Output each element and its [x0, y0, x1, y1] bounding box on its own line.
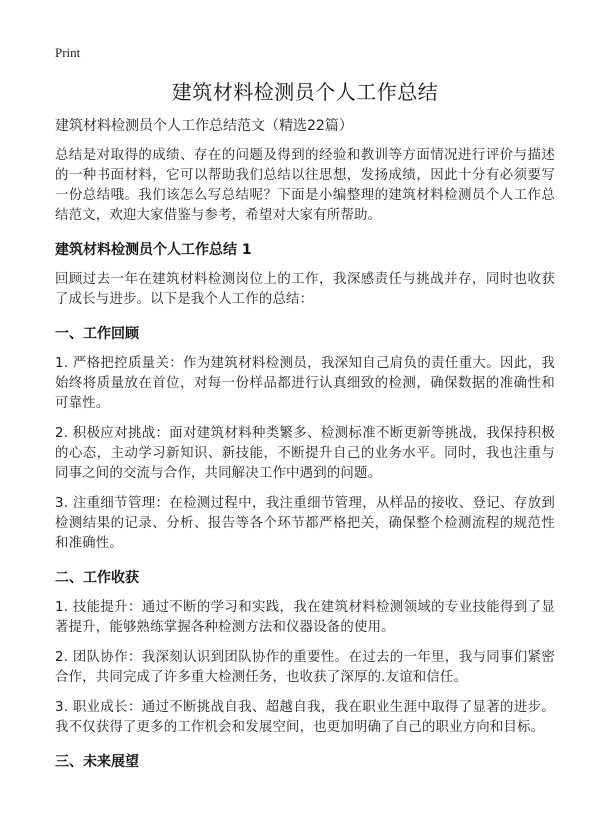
section-work-gains	[55, 568, 555, 738]
opening-paragraph: 回顾过去一年在建筑材料检测岗位上的工作，我深感责任与挑战并存，同时也收获了成长与进步。以下是我个人工作的总结：	[55, 272, 555, 307]
section-work-review	[55, 324, 555, 554]
section-heading: 二、工作收获	[55, 570, 139, 586]
section-heading: 三、未来展望	[55, 754, 139, 770]
document-subtitle: 建筑材料检测员个人工作总结范文（精选22篇）	[55, 118, 353, 134]
list-item: 3. 注重细节管理：在检测过程中，我注重细节管理，从样品的接收、登记、存放到检测结果的记录、分析、报告等各个环节都严格把关，确保整个检测流程的规范性和准确性。	[55, 496, 555, 551]
print-link[interactable]: Print	[55, 45, 81, 60]
intro-paragraph: 总结是对取得的成绩、存在的问题及得到的经验和教训等方面情况进行评价与描述的一种书面材料，它可以帮助我们总结以往思想，发扬成绩，因此十分有必须要写一份总结哦。我们该怎么写总结呢？下面是小编整理的建筑材料检测员个人工作总结范文，欢迎大家借鉴与参考，希望对大家有所帮助。	[55, 148, 555, 223]
section-heading: 一、工作回顾	[55, 326, 139, 342]
list-item: 1. 严格把控质量关：作为建筑材料检测员，我深知自己肩负的责任重大。因此，我始终将质量放在首位，对每一份样品都进行认真细致的检测，确保数据的准确性和可靠性。	[55, 356, 555, 411]
page-title: 建筑材料检测员个人工作总结	[171, 80, 439, 104]
list-item: 2. 积极应对挑战：面对建筑材料种类繁多、检测标准不断更新等挑战，我保持积极的心态，主动学习新知识、新技能，不断提升自己的业务水平。同时，我也注重与同事之间的交流与合作，共同解决工作中遇到的问题。	[55, 426, 555, 481]
list-item: 3. 职业成长：通过不断挑战自我、超越自我，我在职业生涯中取得了显著的进步。我不仅获得了更多的工作机会和发展空间，也更加明确了自己的职业方向和目标。	[55, 700, 555, 735]
article-heading: 建筑材料检测员个人工作总结 1	[55, 242, 252, 258]
list-item: 2. 团队协作：我深刻认识到团队协作的重要性。在过去的一年里，我与同事们紧密合作，共同完成了许多重大检测任务，也收获了深厚的.友谊和信任。	[55, 650, 555, 685]
section-future-outlook	[55, 752, 555, 772]
document-page	[55, 44, 555, 772]
list-item: 1. 技能提升：通过不断的学习和实践，我在建筑材料检测领域的专业技能得到了显著提升，能够熟练掌握各种检测方法和仪器设备的使用。	[55, 600, 555, 635]
